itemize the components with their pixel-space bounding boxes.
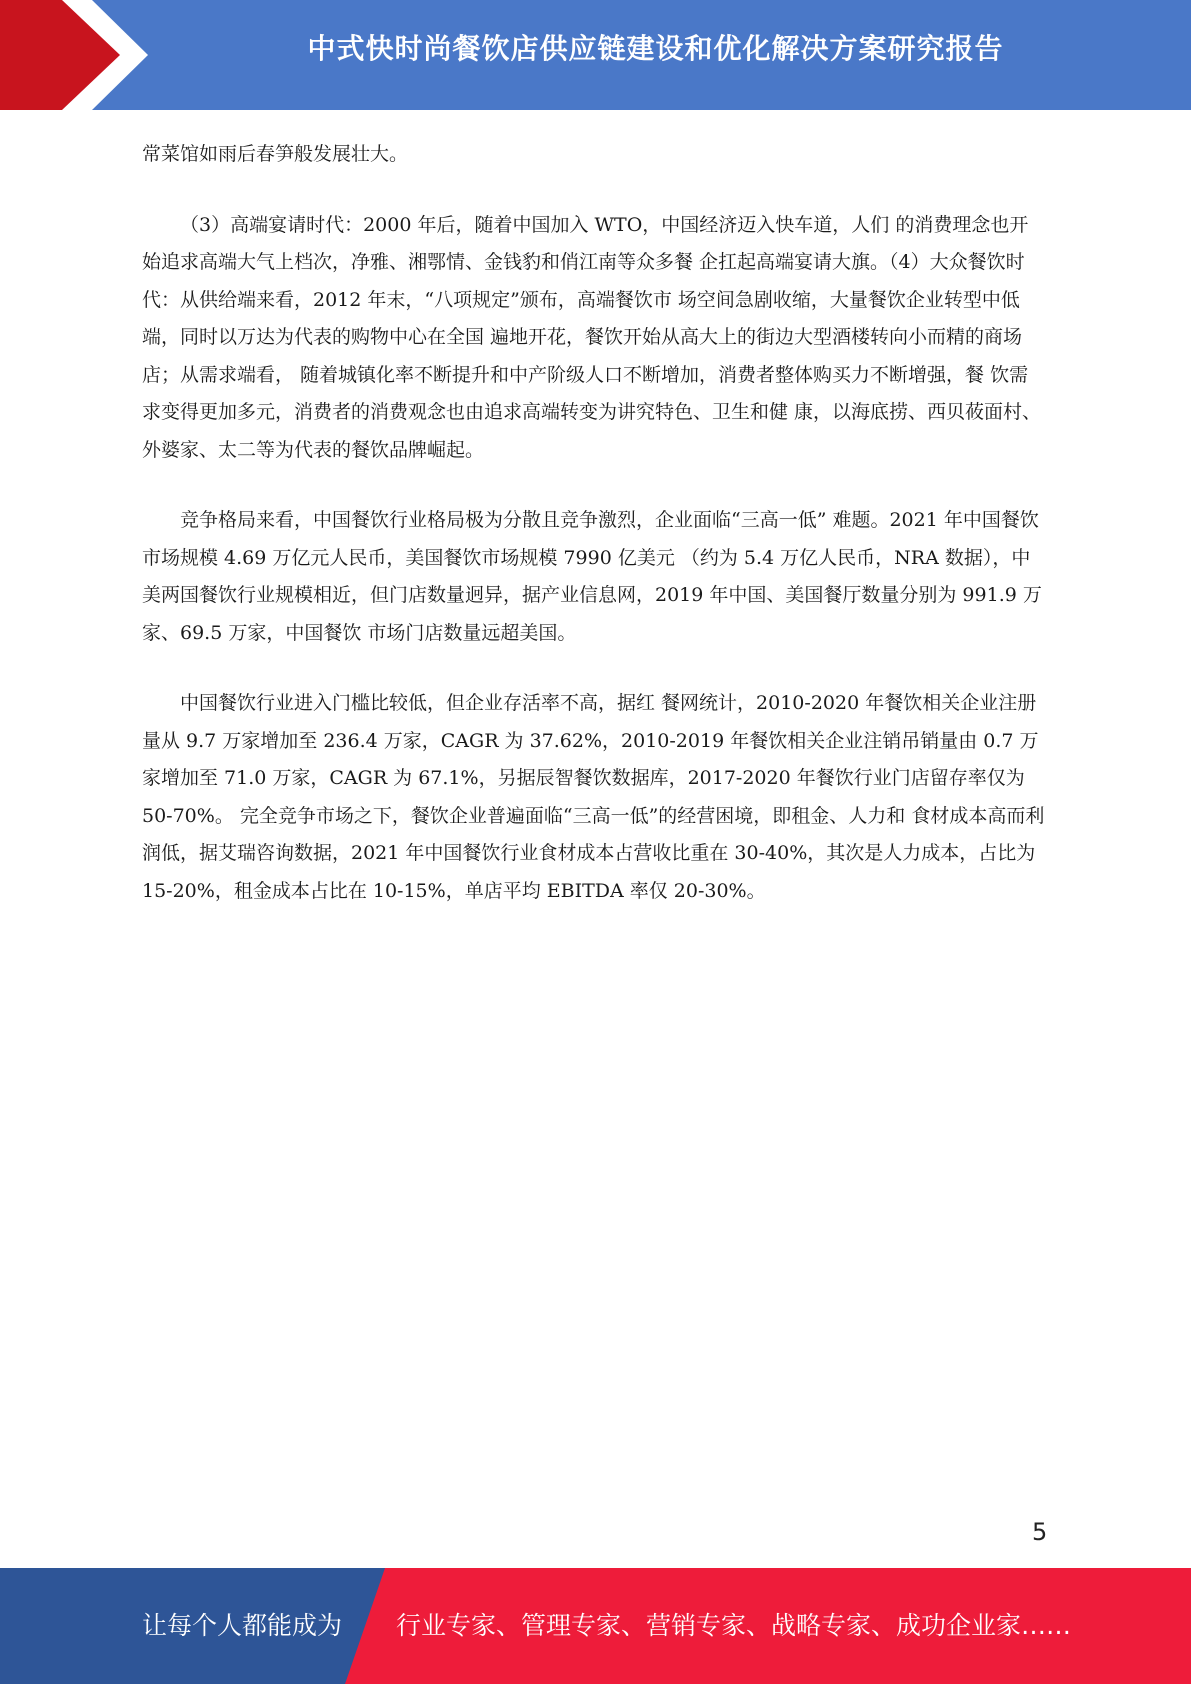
footer-slogan-left: 让每个人都能成为 xyxy=(142,1611,343,1640)
paragraph-continuation: 常菜馆如雨后春笋般发展壮大。 xyxy=(142,143,409,165)
paragraph-entry-barrier: 中国餐饮行业进入门槛比较低，但企业存活率不高，据红 餐网统计，2010-2020 年餐饮相关企业注册量从 9.7 万家增加至 236.4 万家，CAGR 为 37.62%，2010-2019 年餐饮相关企业注销吊销量由 0.7 万家增加至 71.0 万家，CAGR 为 67.1%，另据辰智餐饮数据库，2017-2020 年餐饮行业门店留存率仅为 50-70%。 完全竞争市场之下，餐饮企业普遍面临“三高一低”的经营困境，即租金、人力和 食材成本高而利润低，据艾瑞咨询数据，2021 年中国餐饮行业食材成本占营收比重在 30-40%，其次是人力成本，占比为 15-20%，租金成本占比在 10-15%，单店平均 EBITDA 率仅 20-30%。 xyxy=(142,692,1045,902)
footer-slogan-right: 行业专家、管理专家、营销专家、战略专家、成功企业家…… xyxy=(396,1611,1072,1640)
page-number: 5 xyxy=(1032,1518,1048,1546)
page-footer xyxy=(0,1568,1191,1684)
page-header xyxy=(0,0,1191,110)
paragraph-dining-eras: （3）高端宴请时代：2000 年后，随着中国加入 WTO，中国经济迈入快车道，人们 的消费理念也开始追求高端大气上档次，净雅、湘鄂情、金钱豹和俏江南等众多餐 企扛起高端宴请大旗。（4）大众餐饮时代：从供给端来看，2012 年末，“八项规定”颁布，高端餐饮市 场空间急剧收缩，大量餐饮企业转型中低端，同时以万达为代表的购物中心在全国 遍地开花，餐饮开始从高大上的街边大型酒楼转向小而精的商场店；从需求端看， 随着城镇化率不断提升和中产阶级人口不断增加，消费者整体购买力不断增强，餐 饮需求变得更加多元，消费者的消费观念也由追求高端转变为讲究特色、卫生和健 康，以海底捞、西贝莜面村、外婆家、太二等为代表的餐饮品牌崛起。 xyxy=(142,213,1042,461)
document-body xyxy=(142,136,1047,910)
paragraph-competition: 竞争格局来看，中国餐饮行业格局极为分散且竞争激烈，企业面临“三高一低” 难题。2021 年中国餐饮市场规模 4.69 万亿元人民币，美国餐饮市场规模 7990 亿美元 （约为 5.4 万亿人民币，NRA 数据），中美两国餐饮行业规模相近，但门店数量迥异，据产业信息网，2019 年中国、美国餐厅数量分别为 991.9 万家、69.5 万家，中国餐饮 市场门店数量远超美国。 xyxy=(142,509,1042,644)
header-arrow-decoration xyxy=(0,0,160,110)
document-title: 中式快时尚餐饮店供应链建设和优化解决方案研究报告 xyxy=(307,32,1004,65)
